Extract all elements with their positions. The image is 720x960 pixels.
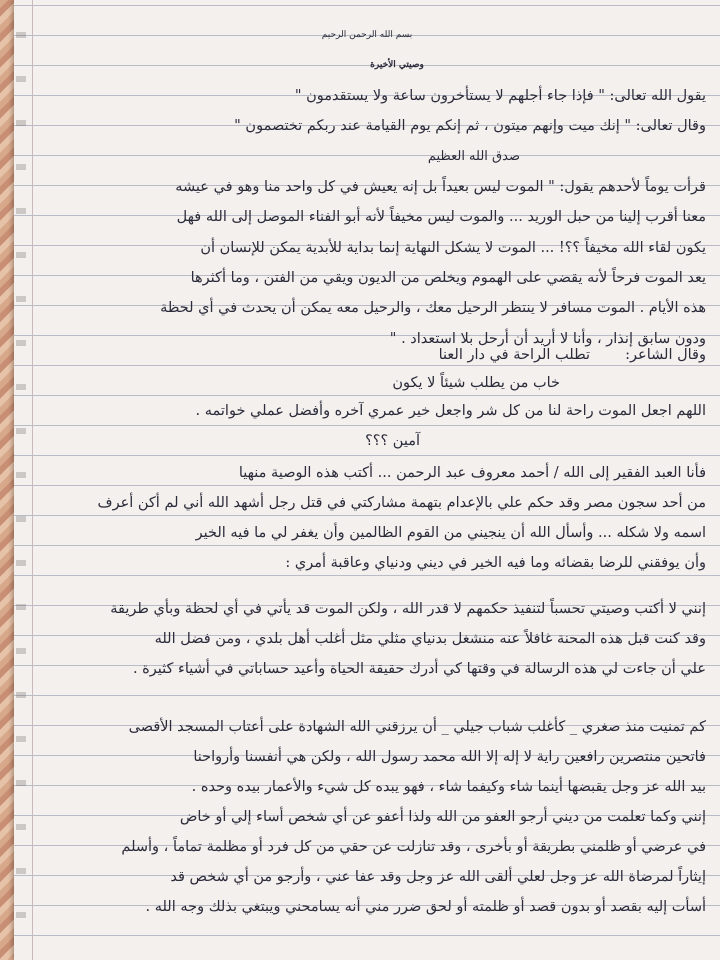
text-line: بيد الله عز وجل يقبضها أينما شاء وكيفما شاء ، فهو يبده كل شيء والأعمار بيده وحده . bbox=[191, 779, 706, 795]
text-line: إنني لا أكتب وصيتي تحسباً لتنفيذ حكمهم لا قدر الله ، ولكن الموت قد يأتي في أي لحظة وبأي طريقة bbox=[110, 601, 706, 617]
text-line: ودون سابق إنذار ، وأنا لا أريد أن أرحل بلا استعداد . " bbox=[389, 331, 706, 347]
text-line: فاتحين منتصرين رافعين راية لا إله إلا الله محمد رسول الله ، ولكن هي أنفسنا وأرواحنا bbox=[193, 749, 706, 765]
text-line: صدق الله العظيم bbox=[427, 149, 520, 164]
poem-intro: وقال الشاعر: bbox=[625, 347, 706, 363]
text-line: علي أن جاءت لي هذه الرسالة في وقتها كي أدرك حقيقة الحياة وأعيد حساباتي في أشياء كثيرة . bbox=[132, 661, 706, 677]
text-line: اسمه ولا شكله ... وأسأل الله أن ينجيني من القوم الظالمين وأن يغفر لي ما فيه الخير bbox=[195, 525, 706, 541]
text-line: أسأت إليه بقصد أو بدون قصد أو ظلمته أو لحق ضرر مني أنه يسامحني ويبتغي بذلك وجه الله . bbox=[145, 899, 706, 915]
notebook-page bbox=[14, 0, 720, 960]
poem-verse-2: خاب من يطلب شيئاً لا يكون bbox=[392, 375, 560, 391]
poem-verse-1: تطلب الراحة في دار العنا bbox=[438, 347, 590, 363]
text-line: اللهم اجعل الموت راحة لنا من كل شر واجعل خير عمري آخره وأفضل عملي خواتمه . bbox=[195, 403, 706, 419]
binding-holes bbox=[16, 10, 26, 950]
text-line: من أحد سجون مصر وقد حكم علي بالإعدام بتهمة مشاركتي في قتل رجل أشهد الله أني لم أكن أعرف bbox=[97, 495, 706, 511]
text-line: وأن يوفقني للرضا بقضائه وما فيه الخير في ديني ودنياي وعاقبة أمري : bbox=[285, 555, 706, 571]
document-heading: بسم الله الرحمن الرحيم bbox=[321, 30, 413, 40]
document-title: وصيتي الأخيرة bbox=[370, 60, 424, 70]
text-line: إنني وكما تعلمت من ديني أرجو العفو من الله ولذا أعفو عن أي شخص أساء إلي أو خاض bbox=[179, 809, 706, 825]
text-line: قرأت يوماً لأحدهم يقول: " الموت ليس بعيداً بل إنه يعيش في كل واحد منا وهو في عيشه bbox=[175, 179, 706, 195]
text-line: يكون لقاء الله مخيفاً ؟؟! ... الموت لا يشكل النهاية إنما بداية للأبدية يمكن للإنسان أن bbox=[200, 240, 706, 256]
text-line: معنا أقرب إلينا من حبل الوريد ... والموت ليس مخيفاً لأنه أبو الفناء الموصل إلى الله فهل bbox=[176, 209, 706, 225]
text-line: إيثاراً لمرضاة الله عز وجل لعلي ألقى الله عز وجل وقد عفا عني ، وأرجو من أي شخص قد bbox=[170, 869, 706, 885]
text-line: يقول الله تعالى: " فإذا جاء أجلهم لا يستأخرون ساعة ولا يستقدمون " bbox=[294, 88, 706, 104]
text-line: وقد كنت قبل هذه المحنة غافلاً عنه منشغل بدنياي مثلي مثل أغلب أهل بلدي ، ومن فضل الله bbox=[154, 631, 706, 647]
text-line: وقال تعالى: " إنك ميت وإنهم ميتون ، ثم إنكم يوم القيامة عند ربكم تختصمون " bbox=[234, 118, 706, 134]
margin-rule bbox=[32, 0, 33, 960]
text-line: يعد الموت فرحاً لأنه يقضي على الهموم ويخلص من الديون ويقي من الفتن ، وما أكثرها bbox=[190, 270, 706, 286]
text-line: كم تمنيت منذ صغري _ كأغلب شباب جيلي _ أن يرزقني الله الشهادة على أعتاب المسجد الأقصى bbox=[128, 719, 706, 735]
text-line: هذه الأيام . الموت مسافر لا ينتظر الرحيل معك ، والرحيل معه يمكن أن يحدث في أي لحظة bbox=[160, 300, 706, 316]
text-line: في عرضي أو ظلمني بطريقة أو بأخرى ، وقد تنازلت عن حقي من كل فرد أو مظلمة تماماً ، وأسلم bbox=[121, 839, 706, 855]
text-line: آمين ؟؟؟ bbox=[365, 433, 420, 449]
text-line: فأنا العبد الفقير إلى الله / أحمد معروف عبد الرحمن ... أكتب هذه الوصية منهيا bbox=[238, 465, 706, 481]
